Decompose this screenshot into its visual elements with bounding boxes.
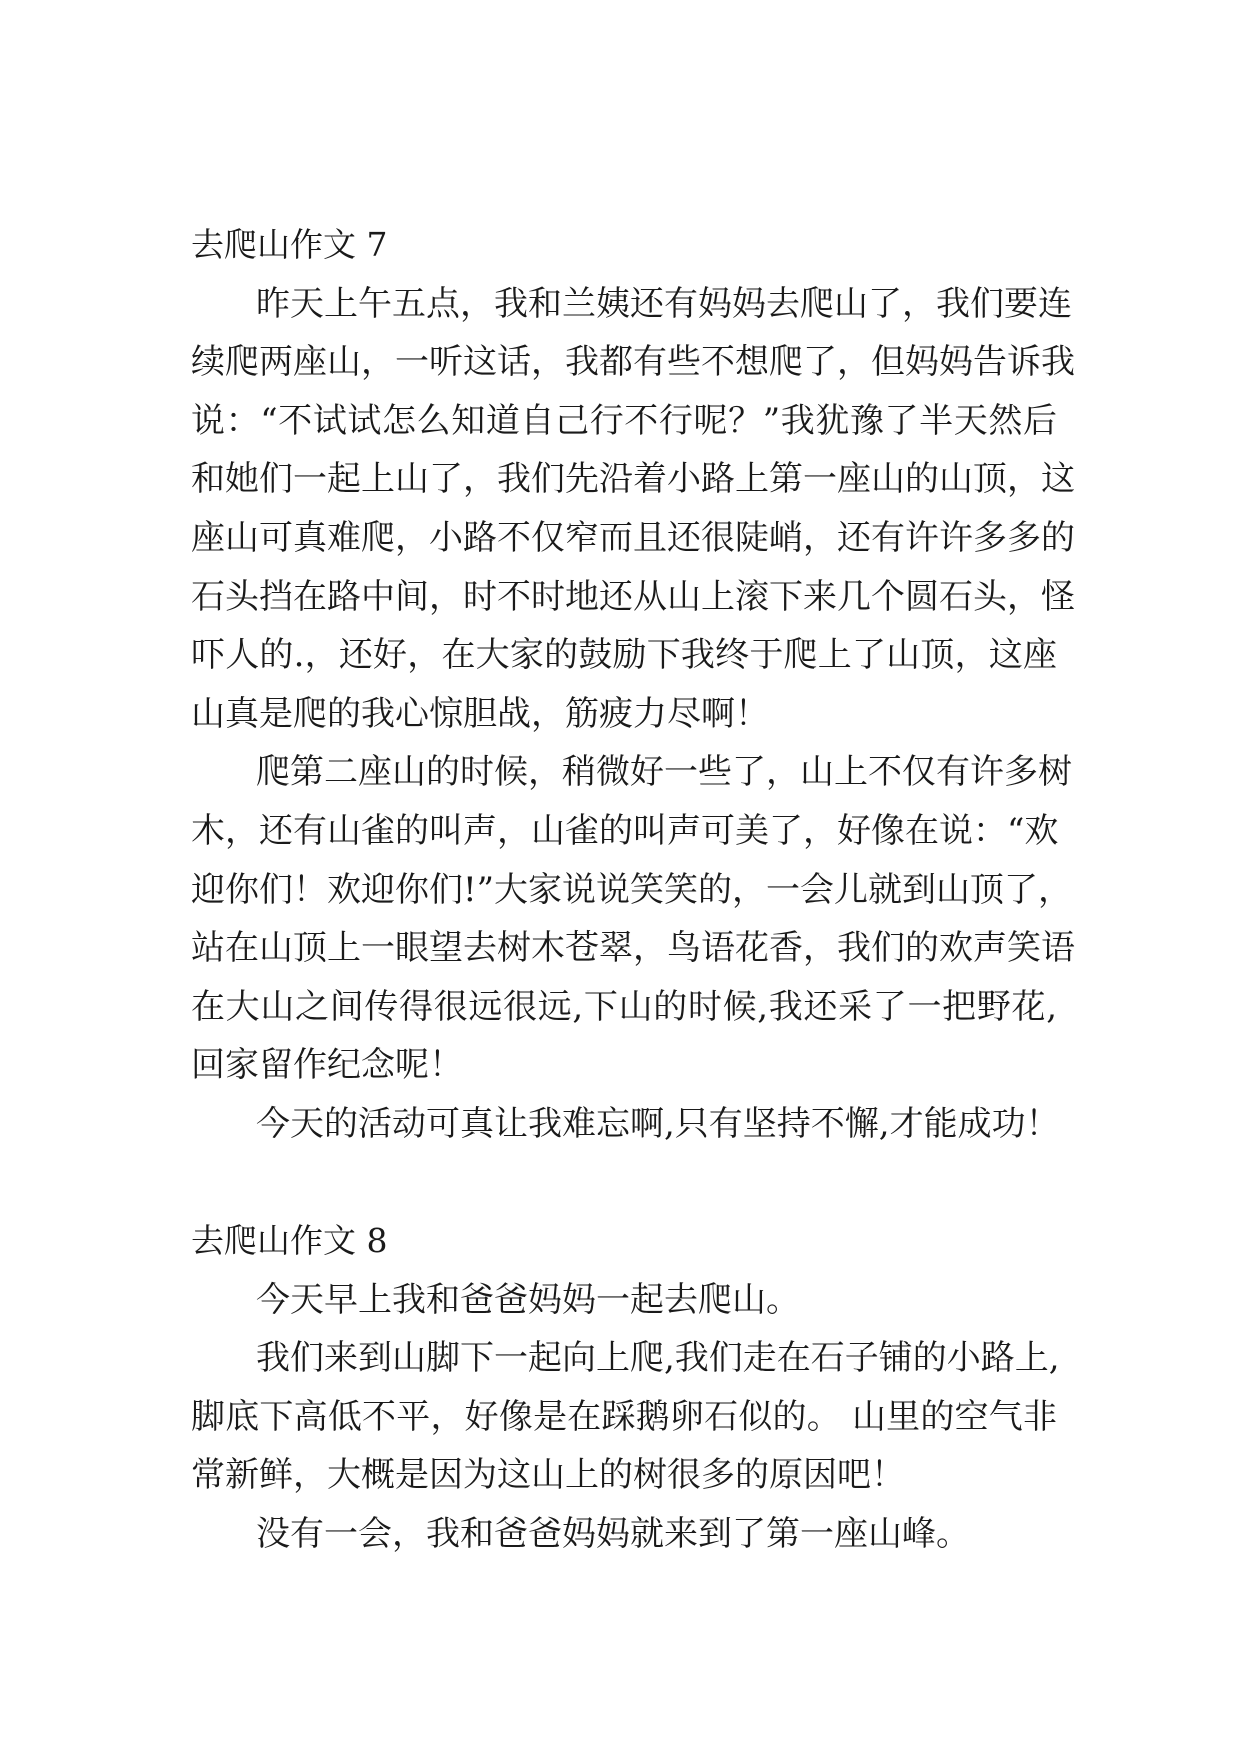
essay-title: 去爬山作文 8 — [191, 1221, 388, 1261]
essay-section — [191, 216, 1075, 1154]
document-body — [191, 216, 1075, 1564]
essay-section — [191, 1212, 1060, 1564]
paragraph-line: 今天的活动可真让我难忘啊,只有坚持不懈,才能成功！ — [256, 1103, 1060, 1144]
paragraph-line: 没有一会，我和爸爸妈妈就来到了第一座山峰。 — [256, 1514, 970, 1555]
paragraph — [191, 1329, 1060, 1505]
paragraph — [191, 743, 1075, 1095]
paragraph — [191, 1505, 1057, 1564]
paragraph-line: 在大山之间传得很远很远,下山的时候,我还采了一把野花, — [191, 986, 1057, 1027]
paragraph — [191, 275, 1075, 744]
paragraph-line: 山真是爬的我心惊胆战，筋疲力尽啊！ — [191, 693, 769, 734]
paragraph-line: 站在山顶上一眼望去树木苍翠，鸟语花香，我们的欢声笑语 — [191, 928, 1075, 969]
paragraph-line: 续爬两座山，一听这话，我都有些不想爬了，但妈妈告诉我 — [191, 342, 1075, 383]
paragraph-line: 迎你们！欢迎你们!”大家说说笑笑的，一会儿就到山顶了， — [191, 869, 1073, 910]
paragraph-line: 爬第二座山的时候，稍微好一些了，山上不仅有许多树 — [256, 752, 1072, 793]
paragraph-line: 说：“不试试怎么知道自己行不行呢？”我犹豫了半天然后 — [191, 400, 1057, 441]
paragraph-line: 木，还有山雀的叫声，山雀的叫声可美了，好像在说：“欢 — [191, 810, 1059, 851]
paragraph-line: 脚底下高低不平，好像是在踩鹅卵石似的。 山里的空气非 — [191, 1396, 1057, 1437]
paragraph — [191, 1095, 1060, 1154]
paragraph-line: 常新鲜，大概是因为这山上的树很多的原因吧！ — [191, 1455, 905, 1496]
paragraph-line: 今天早上我和爸爸妈妈一起去爬山。 — [256, 1279, 800, 1320]
paragraph-line: 座山可真难爬，小路不仅窄而且还很陡峭，还有许许多多的 — [191, 517, 1075, 558]
paragraph-line: 回家留作纪念呢！ — [191, 1045, 463, 1086]
paragraph-line: 我们来到山脚下一起向上爬,我们走在石子铺的小路上, — [256, 1338, 1060, 1379]
essay-title: 去爬山作文 7 — [191, 225, 388, 264]
paragraph — [191, 1271, 1057, 1330]
paragraph-line: 吓人的.，还好，在大家的鼓励下我终于爬上了山顶，这座 — [191, 635, 1057, 676]
paragraph-line: 和她们一起上山了，我们先沿着小路上第一座山的山顶，这 — [191, 459, 1075, 500]
paragraph-line: 昨天上午五点，我和兰姨还有妈妈去爬山了，我们要连 — [256, 283, 1072, 324]
paragraph-line: 石头挡在路中间，时不时地还从山上滚下来几个圆石头，怪 — [191, 576, 1075, 617]
